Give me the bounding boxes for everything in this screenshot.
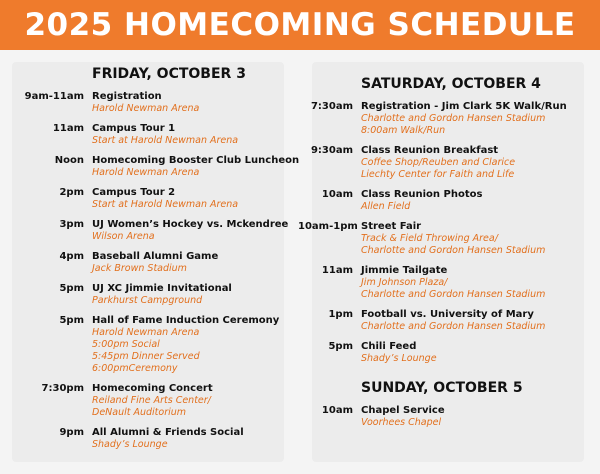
schedule-event [0, 251, 300, 275]
event-detail-line: 5:00pm Social [92, 339, 160, 350]
schedule-event [298, 309, 600, 333]
event-time: 7:30pm [41, 383, 84, 394]
event-time: 5pm [328, 341, 353, 352]
event-title: All Alumni & Friends Social [92, 427, 244, 438]
event-title: UJ XC Jimmie Invitational [92, 283, 232, 294]
event-detail-line: 6:00pmCeremony [92, 363, 178, 374]
event-title: Baseball Alumni Game [92, 251, 219, 262]
event-title: Campus Tour 1 [92, 123, 176, 134]
event-location: Charlotte and Gordon Hansen Stadium [361, 321, 546, 332]
event-time: 9:30am [310, 145, 353, 156]
event-location: Charlotte and Gordon Hansen Stadium [361, 289, 546, 300]
event-time: 10am-1pm [298, 221, 358, 232]
event-title: Jimmie Tailgate [361, 265, 448, 276]
schedule-event [298, 145, 600, 181]
event-title: Registration - Jim Clark 5K Walk/Run [361, 101, 567, 112]
saturday-schedule [298, 76, 600, 373]
schedule-event [0, 155, 300, 179]
schedule-event [0, 123, 300, 147]
event-location: Start at Harold Newman Arena [92, 199, 239, 210]
event-time: 5pm [59, 315, 84, 326]
event-location: Parkhurst Campground [92, 295, 203, 306]
event-title: UJ Women’s Hockey vs. Mckendree [92, 219, 289, 230]
event-title: Registration [92, 91, 162, 102]
day-heading: SUNDAY, OCTOBER 5 [361, 380, 523, 396]
event-title: Homecoming Concert [92, 383, 213, 394]
event-location: Liechty Center for Faith and Life [361, 169, 515, 180]
schedule-event [0, 315, 300, 375]
event-location: DeNault Auditorium [92, 407, 187, 418]
friday-schedule [0, 66, 300, 459]
event-title: Street Fair [361, 221, 422, 232]
event-location: Jim Johnson Plaza/ [361, 277, 448, 288]
schedule-event [0, 219, 300, 243]
schedule-event [0, 91, 300, 115]
schedule-event [0, 283, 300, 307]
event-location: Voorhees Chapel [361, 417, 442, 428]
schedule-event [298, 189, 600, 213]
event-detail-line: 8:00am Walk/Run [361, 125, 446, 136]
event-detail-line: 5:45pm Dinner Served [92, 351, 200, 362]
event-location: Allen Field [361, 201, 411, 212]
event-title: Hall of Fame Induction Ceremony [92, 315, 280, 326]
header-banner [0, 0, 600, 50]
event-time: 2pm [59, 187, 84, 198]
event-location: Harold Newman Arena [92, 167, 200, 178]
event-time: 7:30am [310, 101, 353, 112]
event-location: Start at Harold Newman Arena [92, 135, 239, 146]
schedule-event [298, 405, 600, 429]
event-time: 5pm [59, 283, 84, 294]
day-heading: SATURDAY, OCTOBER 4 [361, 76, 541, 92]
event-time: 9pm [59, 427, 84, 438]
event-location: Jack Brown Stadium [92, 263, 187, 274]
event-title: Campus Tour 2 [92, 187, 176, 198]
event-title: Chapel Service [361, 405, 445, 416]
event-location: Reiland Fine Arts Center/ [92, 395, 211, 406]
page-title: 2025 HOMECOMING SCHEDULE [24, 7, 576, 43]
event-time: 10am [321, 189, 353, 200]
sunday-schedule [298, 380, 600, 437]
event-time: 9am-11am [24, 91, 84, 102]
event-location: Harold Newman Arena [92, 103, 200, 114]
event-time: 1pm [328, 309, 353, 320]
schedule-event [298, 341, 600, 365]
schedule-event [0, 383, 300, 419]
event-location: Charlotte and Gordon Hansen Stadium [361, 113, 546, 124]
event-location: Harold Newman Arena [92, 327, 200, 338]
schedule-event [298, 101, 600, 137]
schedule-event [298, 265, 600, 301]
event-title: Homecoming Booster Club Luncheon [92, 155, 300, 166]
event-title: Football vs. University of Mary [361, 309, 534, 320]
event-time: 4pm [59, 251, 84, 262]
event-title: Chili Feed [361, 341, 417, 352]
event-title: Class Reunion Photos [361, 189, 483, 200]
event-location: Track & Field Throwing Area/ [361, 233, 498, 244]
event-location: Shady’s Lounge [92, 439, 168, 450]
event-location: Charlotte and Gordon Hansen Stadium [361, 245, 546, 256]
schedule-event [0, 427, 300, 451]
event-time: 10am [321, 405, 353, 416]
day-heading: FRIDAY, OCTOBER 3 [92, 66, 246, 82]
event-location: Coffee Shop/Reuben and Clarice [361, 157, 516, 168]
event-title: Class Reunion Breakfast [361, 145, 499, 156]
event-time: 11am [52, 123, 84, 134]
schedule-event [298, 221, 600, 257]
event-time: 11am [321, 265, 353, 276]
schedule-event [0, 187, 300, 211]
event-time: 3pm [59, 219, 84, 230]
event-time: Noon [54, 155, 84, 166]
event-location: Shady’s Lounge [361, 353, 437, 364]
event-location: Wilson Arena [92, 231, 155, 242]
